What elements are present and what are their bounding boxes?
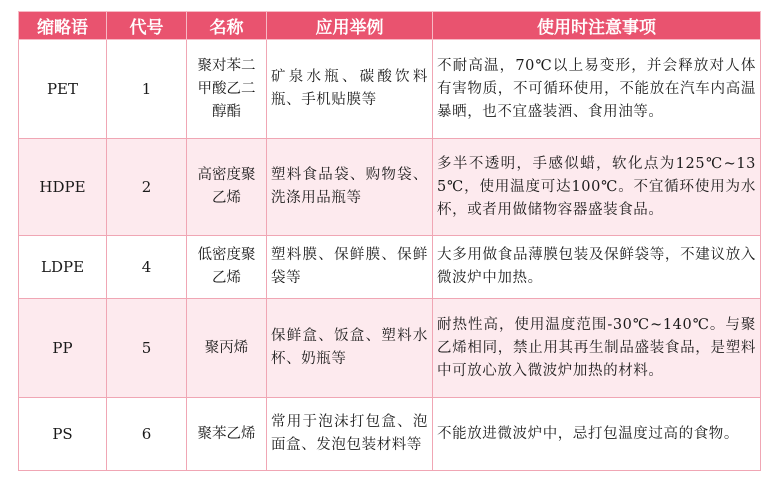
table-row	[19, 299, 761, 398]
cell-usage: 塑料膜、保鲜膜、保鲜袋等	[267, 236, 433, 299]
cell-usage: 塑料食品袋、购物袋、洗涤用品瓶等	[267, 139, 433, 236]
table-row	[19, 398, 761, 471]
cell-code: 6	[107, 398, 187, 471]
cell-usage: 保鲜盒、饭盒、塑料水杯、奶瓶等	[267, 299, 433, 398]
cell-abbr: PS	[19, 398, 107, 471]
cell-code: 5	[107, 299, 187, 398]
table-row	[19, 40, 761, 139]
table-row	[19, 236, 761, 299]
cell-code: 2	[107, 139, 187, 236]
cell-abbr: HDPE	[19, 139, 107, 236]
cell-name: 高密度聚乙烯	[187, 139, 267, 236]
header-notes: 使用时注意事项	[433, 12, 761, 40]
cell-notes: 不耐高温，70℃以上易变形，并会释放对人体有害物质，不可循环使用，不能放在汽车内高温暴晒，也不宜盛装酒、食用油等。	[433, 40, 761, 139]
plastics-table	[18, 11, 761, 471]
cell-usage: 矿泉水瓶、碳酸饮料瓶、手机贴膜等	[267, 40, 433, 139]
cell-notes: 耐热性高，使用温度范围-30℃~140℃。与聚乙烯相同，禁止用其再生制品盛装食品，是塑料中可放心放入微波炉加热的材料。	[433, 299, 761, 398]
cell-name: 低密度聚乙烯	[187, 236, 267, 299]
header-usage: 应用举例	[267, 12, 433, 40]
table-row	[19, 139, 761, 236]
cell-name: 聚对苯二甲酸乙二醇酯	[187, 40, 267, 139]
header-name: 名称	[187, 12, 267, 40]
plastics-table-container	[18, 11, 760, 471]
cell-abbr: PP	[19, 299, 107, 398]
header-code: 代号	[107, 12, 187, 40]
cell-usage: 常用于泡沫打包盒、泡面盒、发泡包装材料等	[267, 398, 433, 471]
cell-code: 4	[107, 236, 187, 299]
header-abbr: 缩略语	[19, 12, 107, 40]
cell-name: 聚丙烯	[187, 299, 267, 398]
cell-abbr: LDPE	[19, 236, 107, 299]
cell-notes: 不能放进微波炉中，忌打包温度过高的食物。	[433, 398, 761, 471]
cell-notes: 大多用做食品薄膜包装及保鲜袋等，不建议放入微波炉中加热。	[433, 236, 761, 299]
cell-code: 1	[107, 40, 187, 139]
cell-notes: 多半不透明，手感似蜡，软化点为125℃~135℃，使用温度可达100℃。不宜循环使用为水杯，或者用做储物容器盛装食品。	[433, 139, 761, 236]
cell-abbr: PET	[19, 40, 107, 139]
header-row	[19, 12, 761, 40]
cell-name: 聚苯乙烯	[187, 398, 267, 471]
